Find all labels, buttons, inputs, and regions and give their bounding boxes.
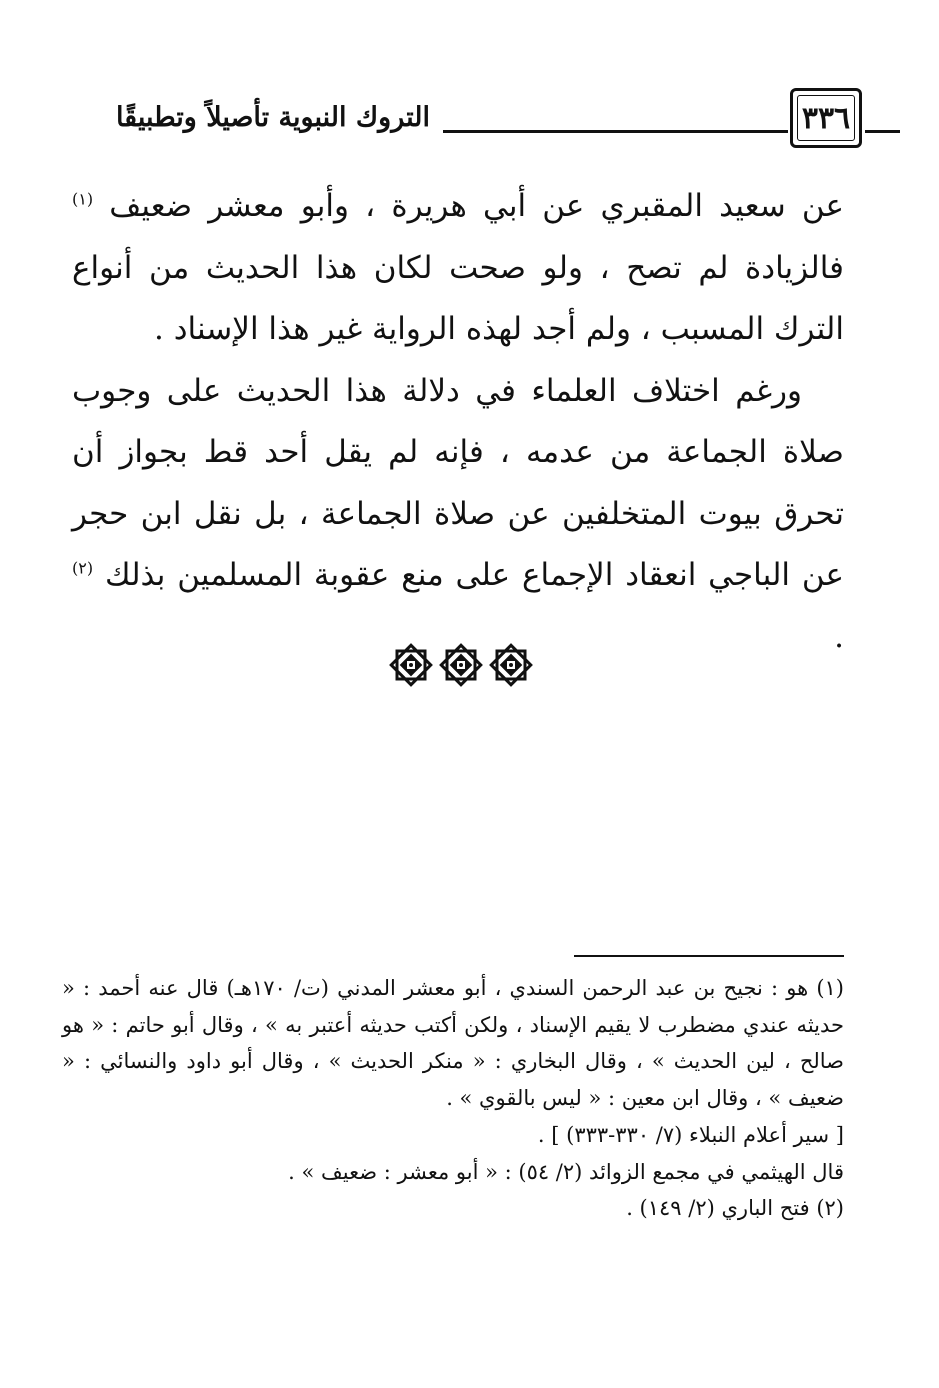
- footnote-1-source: [ سير أعلام النبلاء (٧/ ٣٣٠-٣٣٣) ] .: [537, 1122, 844, 1147]
- footnote-1-note: قال الهيثمي في مجمع الزوائد (٢/ ٥٤) : « أبو معشر : ضعيف » .: [288, 1159, 844, 1184]
- footnote-1: (١) هو : نجيح بن عبد الرحمن السندي ، أبو معشر المدني (ت/ ١٧٠هـ) قال عنه أحمد : « حديثه عندي مضطرب لا يقيم الإسناد ، ولكن أكتب حديثه أعتبر به » ، وقال أبو حاتم : « هو صالح ، لين الحديث » ، وقال البخاري : « منكر الحديث » ، وقال أبو داود والنسائي : « ضعيف » ، وقال ابن معين : « ليس بالقوي » .: [62, 976, 844, 1111]
- header-rule: [443, 130, 788, 133]
- footnote-separator: [574, 955, 844, 957]
- page-number-frame: [790, 88, 862, 148]
- islamic-star-ornament-icon: [488, 642, 534, 688]
- footnote-2: (٢) فتح الباري (٢/ ١٤٩) .: [626, 1196, 844, 1221]
- main-text: [72, 176, 844, 668]
- paragraph-2: [72, 361, 844, 669]
- footnotes: [62, 970, 844, 1227]
- page-header: [48, 88, 851, 152]
- islamic-star-ornament-icon: [388, 642, 434, 688]
- running-title: التروك النبوية تأصيلاً وتطبيقًا: [115, 102, 430, 133]
- islamic-star-ornament-icon: [438, 642, 484, 688]
- paragraph-1-text: عن سعيد المقبري عن أبي هريرة ، وأبو معشر ضعيف: [109, 188, 844, 224]
- paragraph-1: [72, 176, 844, 361]
- paragraph-1-rest: فالزيادة لم تصح ، ولو صحت لكان هذا الحديث من أنواع الترك المسبب ، ولم أجد لهذه الرواية غير هذا الإسناد .: [72, 249, 844, 347]
- page-number: ٣٣٦: [801, 100, 851, 136]
- paragraph-2-text: ورغم اختلاف العلماء في دلالة هذا الحديث على وجوب صلاة الجماعة من عدمه ، فإنه لم يقل أحد قط بجواز أن تحرق بيوت المتخلفين عن صلاة الجماعة ، بل نقل ابن حجر عن الباجي انعقاد الإجماع على منع عقوبة المسلمين بذلك: [72, 372, 844, 593]
- footnote-ref-2[interactable]: (٢): [72, 558, 94, 578]
- footnote-ref-1[interactable]: (١): [72, 189, 94, 209]
- paragraph-2-end: .: [834, 618, 844, 655]
- section-ornament: [388, 642, 534, 688]
- header-rule-short: [865, 130, 900, 133]
